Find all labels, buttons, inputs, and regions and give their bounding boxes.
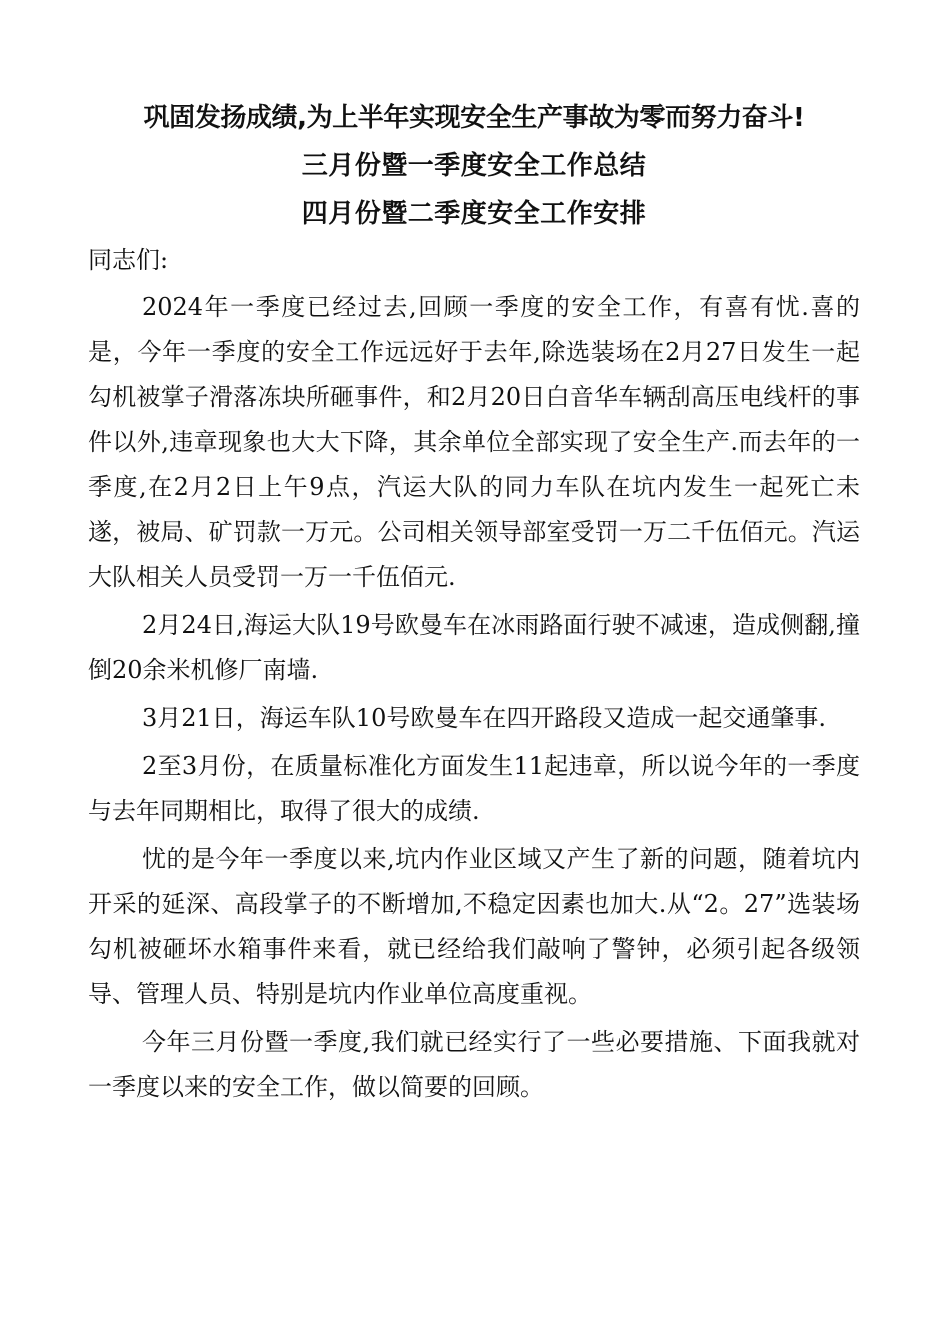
document-main-title: 巩固发扬成绩,为上半年实现安全生产事故为零而努力奋斗!	[143, 103, 805, 133]
paragraph-measures: 今年三月份暨一季度,我们就已经实行了一些必要措施、下面我就对一季度以来的安全工作，做以简要的回顾。	[88, 1028, 860, 1101]
document-body	[88, 238, 860, 1110]
paragraph-review: 2024年一季度已经过去,回顾一季度的安全工作，有喜有忧.喜的是，今年一季度的安全工作远远好于去年,除选装场在2月27日发生一起勾机被掌子滑落冻块所砸事件，和2月20日白音华车辆刮高压电线杆的事件以外,违章现象也大大下降，其余单位全部实现了安全生产.而去年的一季度,在2月2日上午9点，汽运大队的同力车队在坑内发生一起死亡未遂，被局、矿罚款一万元。公司相关领导部室受罚一万二千伍佰元。汽运大队相关人员受罚一万一千伍佰元.	[88, 293, 860, 591]
document-subtitle-plan: 四月份暨二季度安全工作安排	[301, 199, 647, 229]
paragraph-incident-mar21: 3月21日，海运车队10号欧曼车在四开路段又造成一起交通肇事.	[142, 704, 826, 732]
document-subtitle-summary: 三月份暨一季度安全工作总结	[301, 151, 647, 181]
paragraph-incident-feb24: 2月24日,海运大队19号欧曼车在冰雨路面行驶不减速，造成侧翻,撞倒20余米机修厂南墙.	[88, 611, 860, 684]
document-page	[88, 94, 860, 1113]
greeting: 同志们:	[88, 246, 169, 274]
paragraph-concerns: 忧的是今年一季度以来,坑内作业区域又产生了新的问题，随着坑内开采的延深、高段掌子的不断增加,不稳定因素也加大.从“2。27”选装场勾机被砸坏水箱事件来看，就已经给我们敲响了警钟，必须引起各级领导、管理人员、特别是坑内作业单位高度重视。	[88, 845, 860, 1008]
paragraph-violations: 2至3月份，在质量标准化方面发生11起违章，所以说今年的一季度与去年同期相比，取得了很大的成绩.	[88, 752, 860, 825]
